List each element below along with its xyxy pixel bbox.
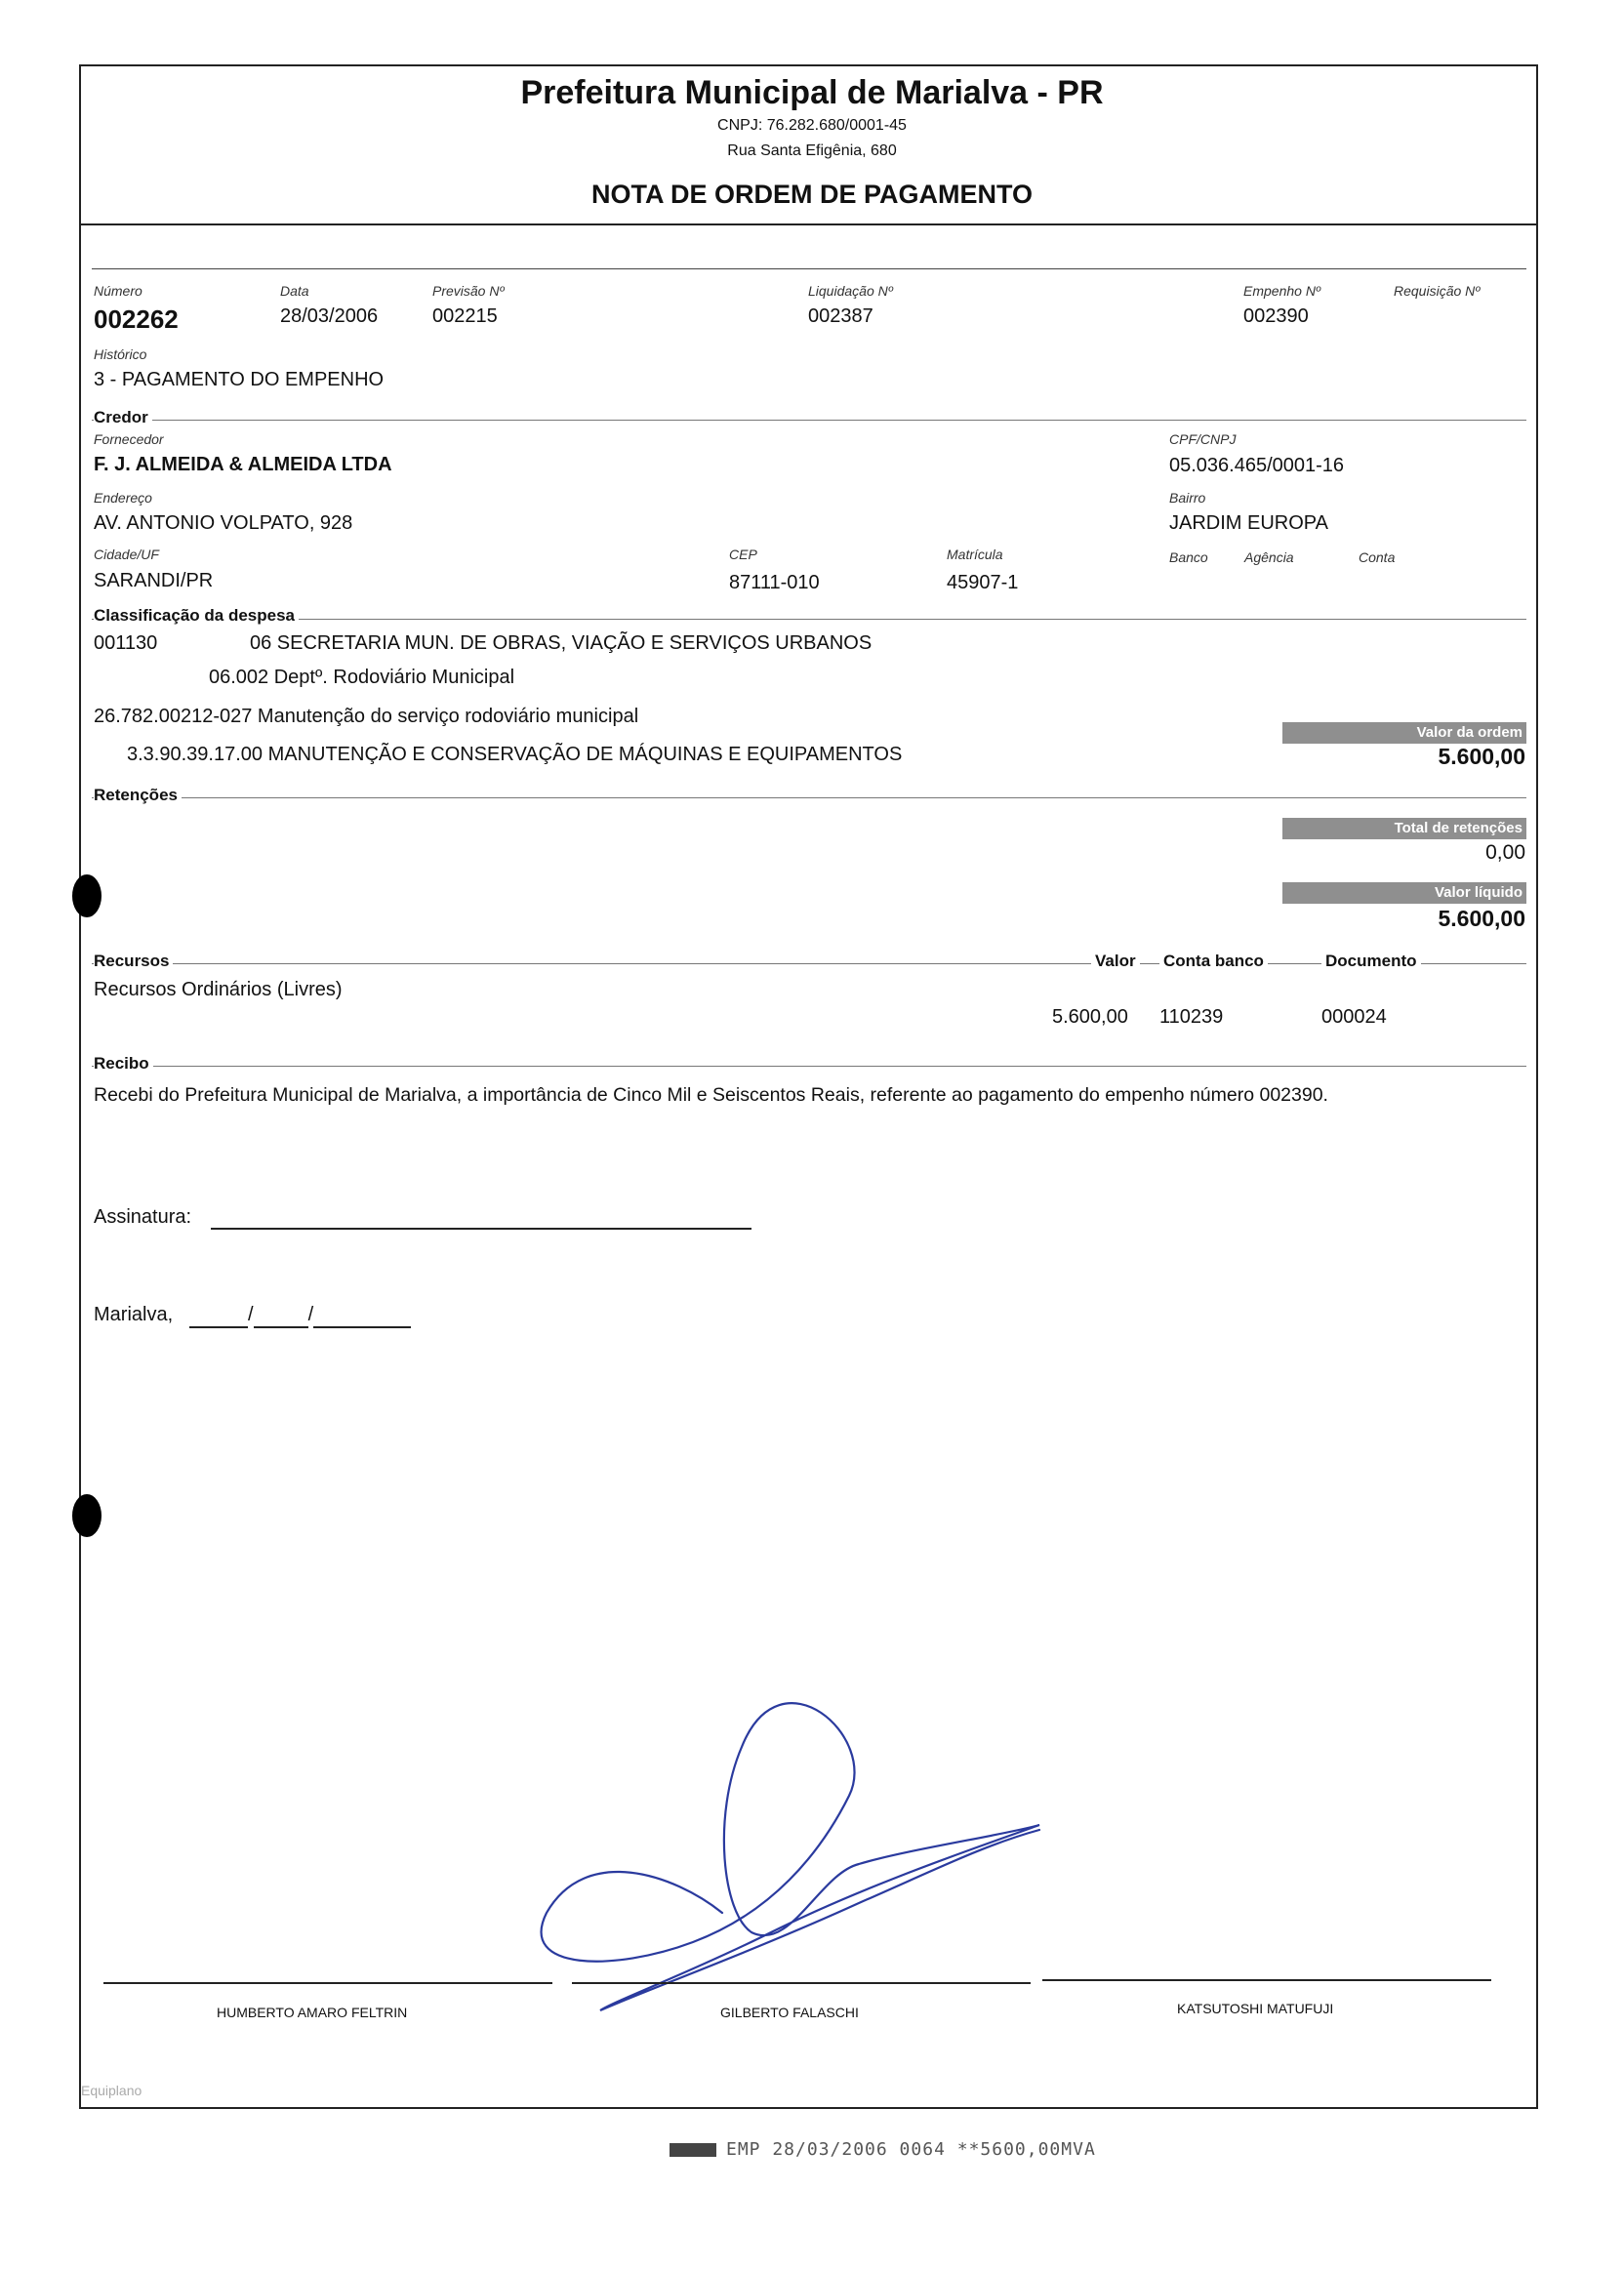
recursos-documento-header: Documento [1321, 952, 1421, 971]
endereco-label: Endereço [94, 490, 152, 506]
handwritten-signature [527, 1679, 1074, 2049]
matricula-value: 45907-1 [947, 572, 1019, 593]
classificacao-line4: 3.3.90.39.17.00 MANUTENÇÃO E CONSERVAÇÃO DE MÁQUINAS E EQUIPAMENTOS [127, 744, 903, 765]
fornecedor-value: F. J. ALMEIDA & ALMEIDA LTDA [94, 454, 392, 475]
cep-label: CEP [729, 547, 757, 562]
punch-hole-top [72, 874, 102, 917]
assinatura-label: Assinatura: [94, 1206, 192, 1228]
signatory-1: HUMBERTO AMARO FELTRIN [217, 2005, 408, 2020]
classificacao-line1: 06 SECRETARIA MUN. DE OBRAS, VIAÇÃO E SERVIÇOS URBANOS [250, 632, 873, 654]
numero-label: Número [94, 283, 142, 299]
signatory-2: GILBERTO FALASCHI [720, 2005, 859, 2020]
date-blank-line: / / [189, 1304, 411, 1328]
valor-liquido-value: 5.600,00 [1438, 906, 1525, 931]
classificacao-line2: 06.002 Deptº. Rodoviário Municipal [209, 667, 515, 688]
valor-ordem-value: 5.600,00 [1438, 744, 1525, 769]
valor-liquido-header: Valor líquido [1282, 882, 1526, 904]
processing-stamp: EMP 28/03/2006 0064 **5600,00MVA [670, 2139, 1096, 2160]
local-label: Marialva, [94, 1304, 174, 1325]
total-retencoes-header: Total de retenções [1282, 818, 1526, 839]
agencia-label: Agência [1244, 549, 1294, 565]
cnpj-text: CNPJ: 76.282.680/0001-45 [717, 117, 907, 134]
numero-value: 002262 [94, 304, 179, 334]
punch-hole-bottom [72, 1494, 102, 1537]
classificacao-line3: 26.782.00212-027 Manutenção do serviço rodoviário municipal [94, 706, 639, 727]
historico-value: 3 - PAGAMENTO DO EMPENHO [94, 369, 385, 390]
liquidacao-value: 002387 [808, 305, 873, 327]
recursos-valor-header: Valor [1091, 952, 1140, 971]
data-label: Data [280, 283, 309, 299]
signature-line-3 [1042, 1979, 1491, 1981]
page-title: Prefeitura Municipal de Marialva - PR [520, 74, 1104, 111]
conta-label: Conta [1359, 549, 1396, 565]
empenho-value: 002390 [1243, 305, 1309, 327]
recursos-section: Recursos [94, 952, 173, 971]
bairro-label: Bairro [1169, 490, 1206, 506]
cidade-label: Cidade/UF [94, 547, 159, 562]
recursos-valor: 5.600,00 [1052, 1006, 1128, 1028]
previsao-value: 002215 [432, 305, 498, 327]
classificacao-section: Classificação da despesa [94, 606, 299, 626]
data-value: 28/03/2006 [280, 305, 379, 327]
recibo-section: Recibo [94, 1054, 153, 1074]
credor-section: Credor [94, 408, 152, 427]
assinatura-line [211, 1228, 751, 1230]
recibo-text: Recebi do Prefeitura Municipal de Marialva, a importância de Cinco Mil e Seiscentos Reais, referente ao pagamento do empenho número 002390. [94, 1084, 1328, 1106]
requisicao-label: Requisição Nº [1394, 283, 1481, 299]
total-retencoes-value: 0,00 [1485, 841, 1525, 864]
banco-label: Banco [1169, 549, 1208, 565]
bairro-value: JARDIM EUROPA [1169, 512, 1328, 534]
cidade-value: SARANDI/PR [94, 570, 214, 591]
cpf-label: CPF/CNPJ [1169, 431, 1237, 447]
cep-value: 87111-010 [729, 572, 820, 593]
signature-line-2 [572, 1982, 1031, 1984]
signatory-3: KATSUTOSHI MATUFUJI [1177, 2001, 1334, 2016]
classificacao-code: 001130 [94, 632, 158, 654]
recursos-descricao: Recursos Ordinários (Livres) [94, 979, 343, 1000]
previsao-label: Previsão Nº [432, 283, 505, 299]
address-text: Rua Santa Efigênia, 680 [727, 142, 897, 159]
recursos-conta-header: Conta banco [1159, 952, 1268, 971]
liquidacao-label: Liquidação Nº [808, 283, 893, 299]
recursos-documento: 000024 [1321, 1006, 1387, 1028]
valor-ordem-header: Valor da ordem [1282, 722, 1526, 744]
matricula-label: Matrícula [947, 547, 1003, 562]
signature-line-1 [103, 1982, 552, 1984]
recursos-conta: 110239 [1159, 1006, 1224, 1028]
fornecedor-label: Fornecedor [94, 431, 164, 447]
historico-label: Histórico [94, 346, 147, 362]
retencoes-section: Retenções [94, 786, 182, 805]
software-watermark: Equiplano [81, 2083, 142, 2098]
cpf-value: 05.036.465/0001-16 [1169, 455, 1345, 476]
empenho-label: Empenho Nº [1243, 283, 1321, 299]
document-title: NOTA DE ORDEM DE PAGAMENTO [590, 180, 1033, 209]
endereco-value: AV. ANTONIO VOLPATO, 928 [94, 512, 353, 534]
